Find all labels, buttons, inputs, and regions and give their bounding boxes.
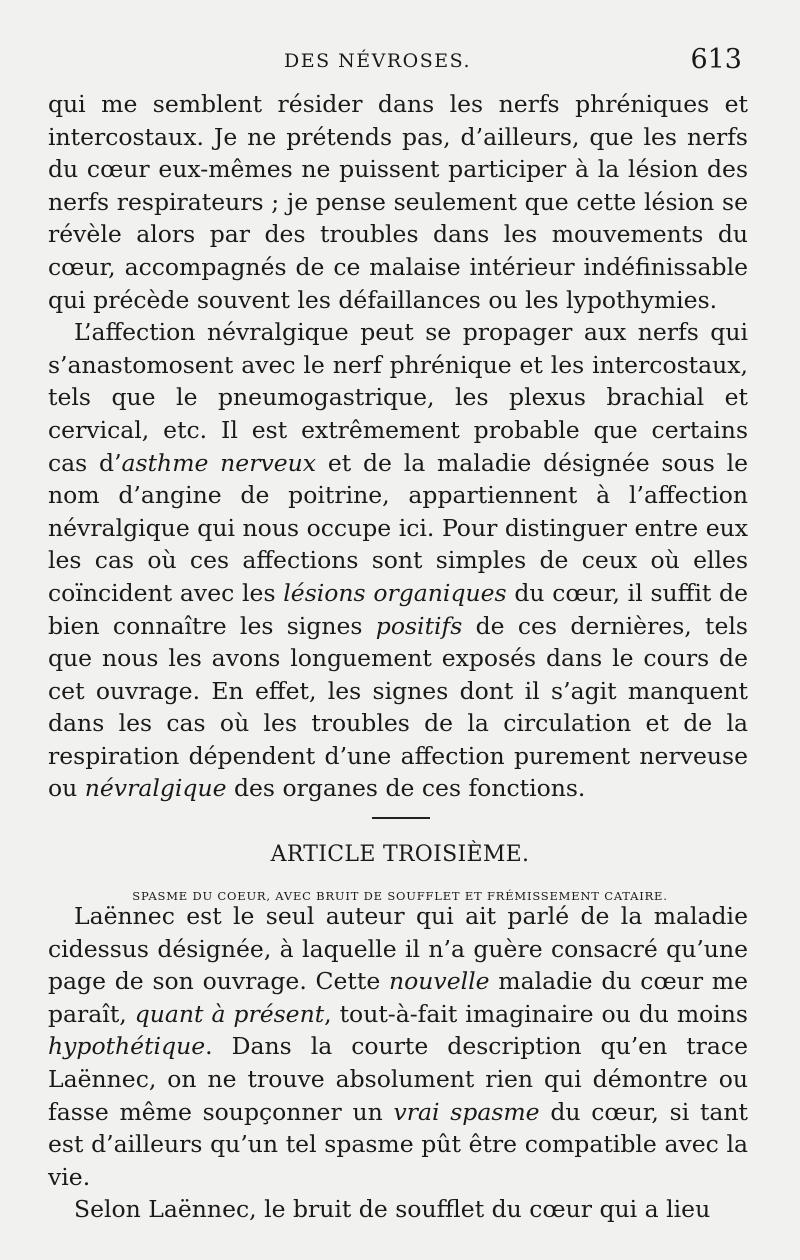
emphasis-positifs: positifs — [375, 611, 463, 640]
paragraph-1: qui me semblent résider dans les nerfs phréniques et intercostaux. Je ne prétends pas, d’ailleurs, que les nerfs du cœur eux-mêmes ne puissent participer à la lésion des nerfs respirateurs ; je pense seulement que cette lésion se révèle alors par des troubles dans les mouvements du cœur, accompagnés de ce malaise intérieur indéfinissable qui précède souvent les défaillances ou les lypothymies. — [48, 90, 748, 314]
text-block-upper — [48, 88, 748, 805]
emphasis-nevralgique: névralgique — [84, 774, 227, 803]
emphasis-quant-a-present: quant à présent — [134, 999, 325, 1028]
article-subtitle: SPASME DU COEUR, AVEC BRUIT DE SOUFFLET ET FRÉMISSEMENT CATAIRE. — [132, 889, 668, 903]
article-title: ARTICLE TROISIÈME. — [270, 842, 530, 867]
running-title: DES NÉVROSES. — [284, 50, 472, 72]
emphasis-lesions-organiques: lésions organiques — [283, 578, 507, 607]
paragraph-2: L’affection névralgique peut se propager aux nerfs qui s’anastomosent avec le nerf phrénique et les intercostaux, tels que le pneumogastrique, les plexus brachial et cervical, etc. Il est extrêmement probable que certains cas d’asthme nerveux et de la maladie désignée sous le nom d’angine de poitrine, appartiennent à l’affection névralgique qui nous occupe ici. Pour distinguer entre eux les cas où ces affections sont simples de ceux où elles coïncident avec les lésions organiques du cœur, il suffit de bien connaître les signes positifs de ces dernières, tels que nous les avons longuement exposés dans le cours de cet ouvrage. En effet, les signes dont il s’agit manquent dans les cas où les troubles de la circulation et de la respiration dépendent d’une affection purement nerveuse ou névralgique des organes de ces fonctions. — [48, 318, 749, 803]
emphasis-asthme-nerveux: asthme nerveux — [121, 448, 317, 477]
paragraph-4: Selon Laënnec, le bruit de soufflet du cœur qui a lieu — [74, 1195, 711, 1224]
page-header — [48, 44, 748, 78]
section-divider — [372, 817, 430, 819]
text-block-lower — [48, 900, 748, 1226]
emphasis-hypothetique: hypothétique — [48, 1032, 206, 1061]
paragraph-3: Laënnec est le seul auteur qui ait parlé de la maladie cidessus désignée, à laquelle il n’a guère consacré qu’une page de son ouvrage. Cette nouvelle maladie du cœur me paraît, quant à présent, tout-à-fait imaginaire ou du moins hypothétique. Dans la courte description qu’en trace Laënnec, on ne trouve absolument rien qui démontre ou fasse même soupçonner un vrai spasme du cœur, si tant est d’ailleurs qu’un tel spasme pût être compatible avec la vie. — [48, 902, 748, 1191]
emphasis-nouvelle: nouvelle — [389, 967, 490, 996]
emphasis-vrai-spasme: vrai spasme — [393, 1097, 540, 1126]
page-number: 613 — [690, 44, 742, 75]
